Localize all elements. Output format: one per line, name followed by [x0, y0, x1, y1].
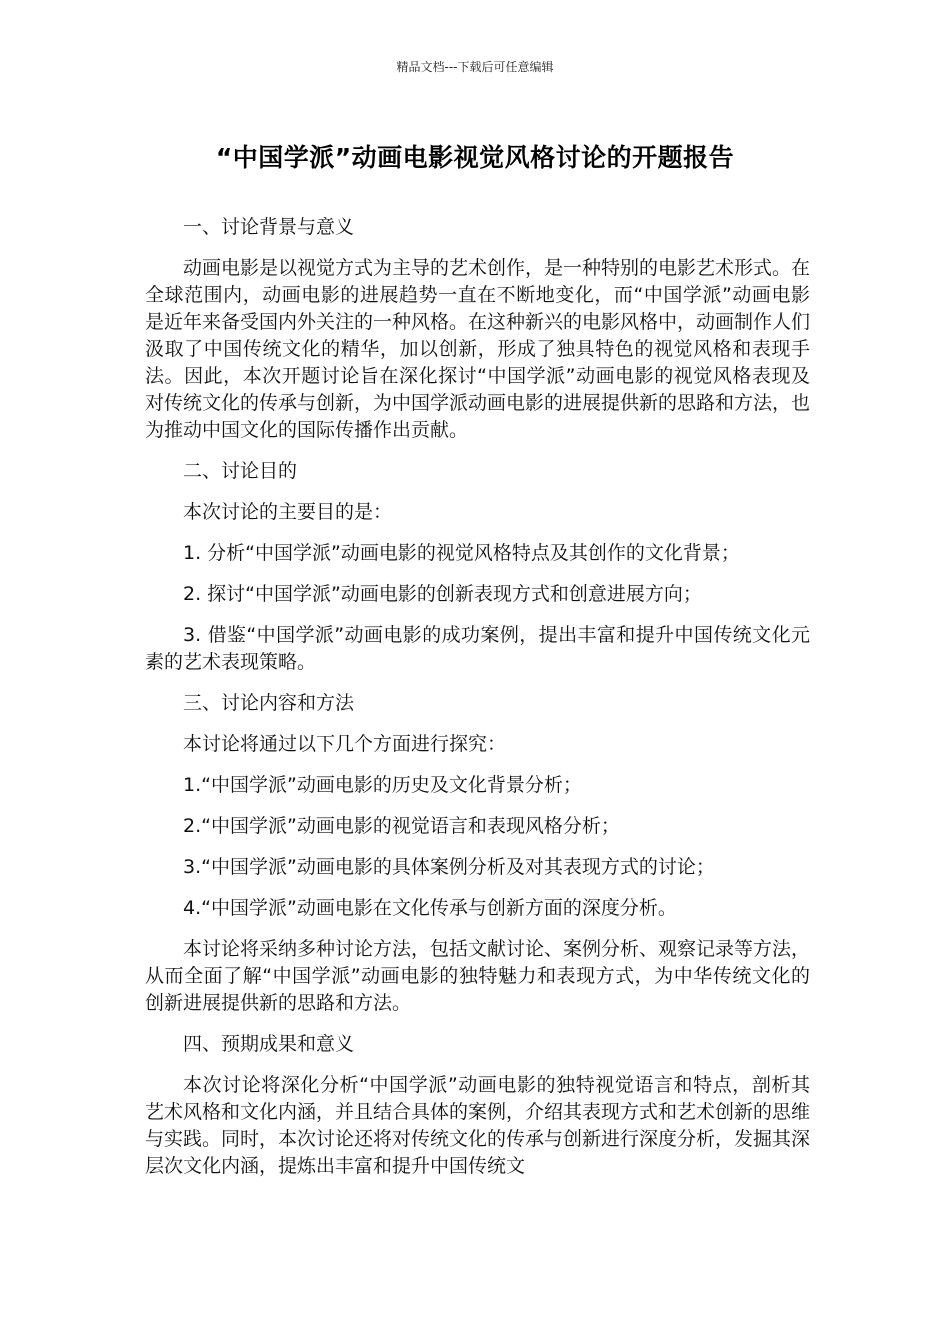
list-item-purpose-1: 1. 分析“中国学派”动画电影的视觉风格特点及其创作的文化背景； [183, 542, 740, 564]
document-body [145, 214, 810, 1194]
list-item-content-3: 3.“中国学派”动画电影的具体案例分析及对其表现方式的讨论； [183, 856, 715, 878]
list-item-purpose-2: 2. 探讨“中国学派”动画电影的创新表现方式和创意进展方向； [183, 583, 702, 605]
paragraph-methods: 本讨论将采纳多种讨论方法，包括文献讨论、案例分析、观察记录等方法，从而全面了解“中国学派”动画电影的独特魅力和表现方式，为中华传统文化的创新进展提供新的思路和方法。 [145, 938, 811, 1014]
list-item-content-2: 2.“中国学派”动画电影的视觉语言和表现风格分析； [183, 815, 620, 837]
section-heading-purpose: 二、讨论目的 [183, 460, 298, 482]
section-heading-background: 一、讨论背景与意义 [183, 216, 355, 238]
document-title: “中国学派”动画电影视觉风格讨论的开题报告 [215, 143, 735, 172]
paragraph-background: 动画电影是以视觉方式为主导的艺术创作，是一种特别的电影艺术形式。在全球范围内，动画电影的进展趋势一直在不断地变化，而“中国学派”动画电影是近年来备受国内外关注的一种风格。在这种新兴的电影风格中，动画制作人们汲取了中国传统文化的精华，加以创新，形成了独具特色的视觉风格和表现手法。因此，本次开题讨论旨在深化探讨“中国学派”动画电影的视觉风格表现及对传统文化的传承与创新，为中国学派动画电影的进展提供新的思路和方法，也为推动中国文化的国际传播作出贡献。 [145, 257, 811, 441]
list-item-content-1: 1.“中国学派”动画电影的历史及文化背景分析； [183, 774, 582, 796]
section-heading-outcomes: 四、预期成果和意义 [183, 1033, 355, 1055]
list-item-purpose-3: 3. 借鉴“中国学派”动画电影的成功案例，提出丰富和提升中国传统文化元素的艺术表现策略。 [145, 624, 810, 673]
paragraph-outcomes: 本次讨论将深化分析“中国学派”动画电影的独特视觉语言和特点，剖析其艺术风格和文化内涵，并且结合具体的案例，介绍其表现方式和艺术创新的思维与实践。同时，本次讨论还将对传统文化的传承与创新进行深度分析，发掘其深层次文化内涵，提炼出丰富和提升中国传统文 [145, 1074, 811, 1177]
header-note: 精品文档---下载后可任意编辑 [396, 60, 554, 74]
list-item-content-4: 4.“中国学派”动画电影在文化传承与创新方面的深度分析。 [183, 897, 677, 919]
paragraph-content-intro: 本讨论将通过以下几个方面进行探究： [183, 733, 507, 755]
paragraph-purpose-intro: 本次讨论的主要目的是： [183, 501, 393, 523]
section-heading-content-method: 三、讨论内容和方法 [183, 692, 355, 714]
